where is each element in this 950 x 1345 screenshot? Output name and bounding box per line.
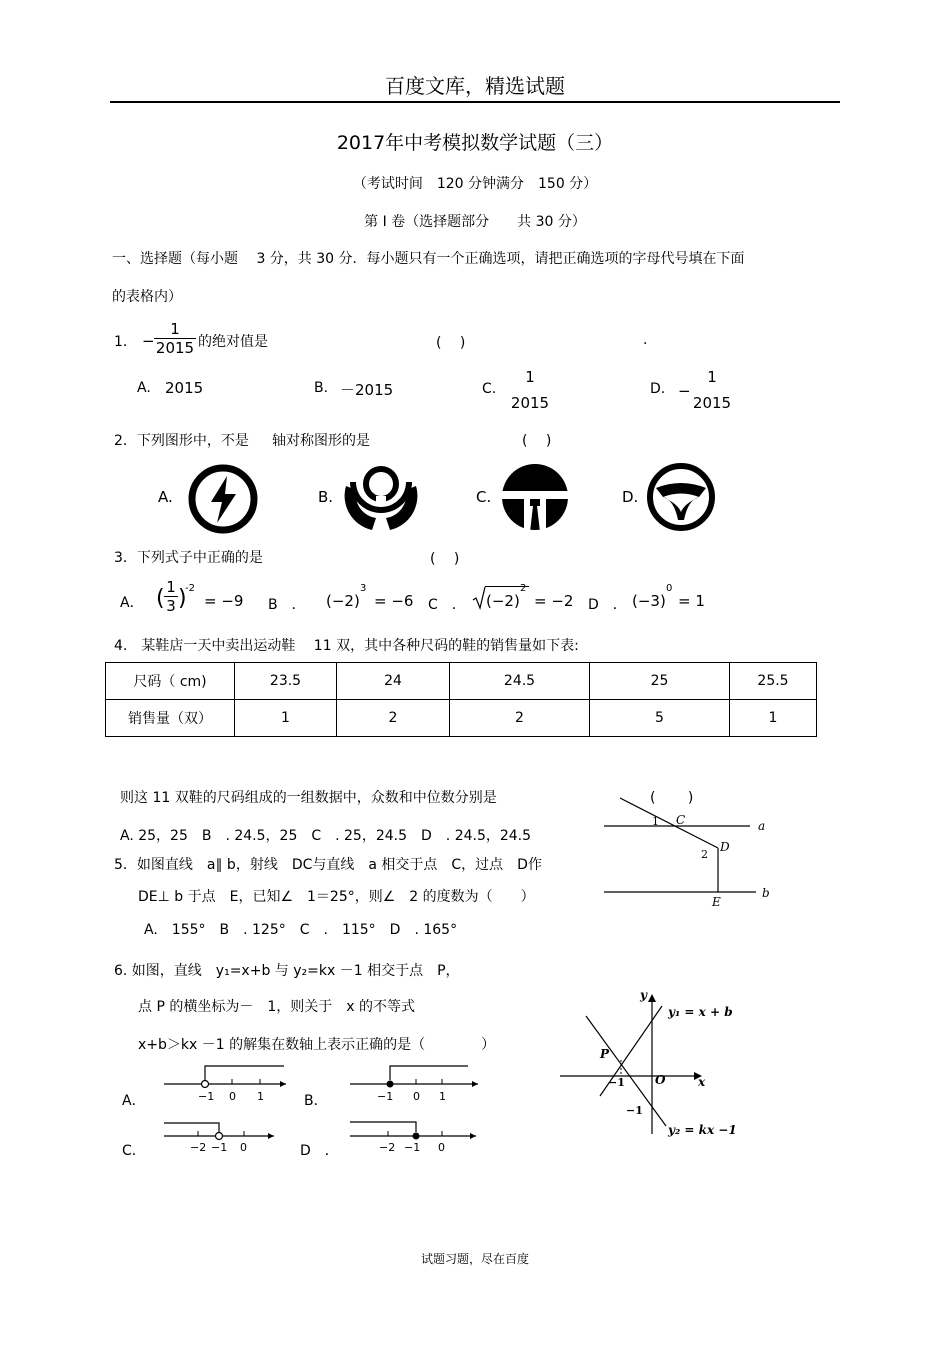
q5-angle-2: 2: [701, 848, 708, 861]
q5-angle-1: 1: [652, 815, 659, 828]
q3-b-base: (−2): [326, 592, 360, 610]
exam-info: （考试时间 120 分钟满分 150 分）: [352, 176, 598, 192]
q1-opt-b-value: －2015: [340, 381, 394, 399]
q5-label-d: D: [720, 840, 730, 854]
q2-label-b: B.: [318, 488, 334, 506]
q3-a-label: A．: [120, 595, 144, 611]
q6-line2: 点 P 的横坐标为－ 1，则关于 x 的不等式: [138, 999, 415, 1015]
axis-tick-label: −1: [404, 1141, 421, 1154]
q1-opt-c-denominator: 2015: [510, 394, 550, 412]
table-cell: 23.5: [235, 663, 337, 700]
q4-paren: ( ): [650, 790, 694, 806]
q3-d-exponent: 0: [666, 583, 673, 594]
q5-label-c: C: [676, 813, 686, 827]
q3-c-radicand: (−2): [486, 592, 520, 610]
table-cell: 24: [337, 663, 450, 700]
q3-d-rhs: = 1: [678, 592, 705, 610]
q3-paren: ( ): [430, 551, 460, 567]
q1-opt-d-denominator: 2015: [692, 394, 732, 412]
instructions-line1: 一、选择题（每小题 3 分，共 30 分．每小题只有一个正确选项，请把正确选项的字母代号填在下面: [112, 251, 745, 267]
q1-opt-c-fraction: [508, 368, 552, 412]
q6-x-intercept-label: −1: [608, 1076, 625, 1089]
q1-opt-c-numerator: 1: [525, 368, 535, 386]
q6-label-b: B．: [304, 1093, 328, 1109]
q3-a-denominator: 3: [164, 596, 178, 615]
q5-label-a: a: [758, 819, 766, 833]
q3-stem: 3．下列式子中正确的是: [114, 550, 263, 566]
header-site: 百度文库，精选试题: [385, 74, 565, 98]
q1-opt-a-label: A.: [137, 380, 151, 396]
q1-denominator: 2015: [155, 339, 195, 357]
q3-b-label: B ．: [268, 597, 306, 613]
axis-tick-label: 1: [257, 1090, 264, 1103]
table-cell: 25.5: [730, 663, 817, 700]
axis-tick-label: −1: [198, 1090, 215, 1103]
q6-label-a: A．: [122, 1093, 146, 1109]
section-title: 第 Ⅰ 卷（选择题部分 共 30 分）: [364, 214, 586, 230]
q2-stem-b: 轴对称图形的是: [272, 433, 370, 449]
table-cell: 1: [235, 700, 337, 737]
header-rule: [110, 101, 840, 103]
q5-label-b: b: [762, 886, 770, 900]
q1-opt-d-numerator: 1: [707, 368, 717, 386]
q4-options: A. 25，25 B . 24.5，25 C . 25，24.5 D . 24.5，24.5: [120, 828, 532, 844]
q6-label-d: D ．: [300, 1143, 339, 1159]
q3-a-rhs: = −9: [204, 592, 244, 610]
q1-text: 的绝对值是: [198, 334, 268, 350]
q6-axis-y: y: [640, 988, 647, 1002]
axis-tick-label: 0: [438, 1141, 445, 1154]
q1-fraction: [154, 320, 196, 357]
table-row: [106, 663, 817, 700]
q1-minus: −: [142, 332, 155, 350]
axis-tick-label: −2: [379, 1141, 396, 1154]
axis-tick-label: −1: [211, 1141, 228, 1154]
q3-c-rhs: = −2: [534, 592, 574, 610]
axis-tick-label: −2: [190, 1141, 207, 1154]
q5-line1: 5．如图直线 a∥ b，射线 DC与直线 a 相交于点 C，过点 D作: [114, 857, 542, 873]
q6-point-p: P: [600, 1047, 610, 1061]
q3-c-label: C ．: [428, 597, 466, 613]
table-cell: 2: [337, 700, 450, 737]
q6-graph: [556, 986, 746, 1142]
q1-opt-d-minus: −: [678, 382, 691, 400]
q3-b-exponent: 3: [360, 583, 367, 594]
table-cell: 25: [590, 663, 730, 700]
q6-origin: O: [655, 1073, 666, 1087]
table-header-cell: 尺码（ cm): [106, 663, 235, 700]
table-cell: 1: [730, 700, 817, 737]
q6-line3: x+b＞kx －1 的解集在数轴上表示正确的是（ ）: [138, 1037, 496, 1053]
q5-figure: [600, 778, 790, 910]
q3-a-open-paren: (: [156, 586, 165, 611]
number-line-a: [160, 1062, 290, 1104]
q6-line-y2-label: y₂ = kx −1: [668, 1123, 737, 1137]
q6-y-intercept-label: −1: [626, 1104, 643, 1117]
lightning-symbol-icon: [186, 462, 260, 536]
q3-a-numerator: 1: [166, 578, 176, 596]
q4-question: 则这 11 双鞋的尺码组成的一组数据中，众数和中位数分别是: [120, 790, 497, 806]
q2-label-a: A.: [158, 488, 173, 506]
q1-paren: ( ): [436, 335, 466, 351]
footer-text: 试题习题，尽在百度: [420, 1252, 529, 1266]
q5-line2: DE⊥ b 于点 E，已知∠ 1＝25°，则∠ 2 的度数为（ ）: [138, 889, 535, 905]
q6-line-y1-label: y₁ = x + b: [668, 1005, 733, 1019]
table-cell: 5: [590, 700, 730, 737]
number-line-b: [346, 1062, 482, 1104]
split-circle-icon: [500, 462, 570, 532]
q2-label-c: C.: [476, 488, 492, 506]
square-root-icon: [472, 586, 486, 610]
q1-opt-c-label: C.: [482, 381, 497, 397]
q5-label-e: E: [712, 895, 721, 909]
instructions-line2: 的表格内）: [112, 289, 182, 305]
number-line-c: [160, 1114, 280, 1156]
q5-options: A. 155° B . 125° C . 115° D . 165°: [144, 922, 458, 938]
ring-emblem-icon: [342, 458, 420, 532]
axis-tick-label: −1: [377, 1090, 394, 1103]
table-header-cell: 销售量（双）: [106, 700, 235, 737]
q2-label-d: D.: [622, 488, 639, 506]
q6-line1: 6. 如图，直线 y₁=x+b 与 y₂=kx －1 相交于点 P，: [114, 963, 460, 979]
q3-c-exponent: 2: [520, 583, 527, 594]
q1-opt-b-label: B.: [314, 380, 329, 396]
q3-b-rhs: = −6: [374, 592, 414, 610]
q2-paren: ( ): [522, 433, 552, 449]
number-line-d: [346, 1114, 482, 1156]
q4-stem: 4. 某鞋店一天中卖出运动鞋 11 双，其中各种尺码的鞋的销售量如下表:: [114, 638, 579, 654]
q3-d-base: (−3): [632, 592, 666, 610]
table-row: [106, 700, 817, 737]
q1-opt-d-label: D.: [650, 381, 666, 397]
shoe-sales-table: [105, 662, 817, 737]
q6-label-c: C．: [122, 1143, 146, 1159]
q1-number: 1．: [114, 334, 137, 350]
q3-a-fraction: [164, 578, 178, 615]
page-title: 2017年中考模拟数学试题（三）: [336, 132, 614, 154]
q3-a-exponent: -2: [185, 583, 195, 594]
q3-a-close-paren: ): [178, 586, 187, 611]
q1-numerator: 1: [170, 320, 180, 338]
q1-opt-d-fraction: [690, 368, 734, 412]
table-cell: 24.5: [450, 663, 590, 700]
q1-opt-a-value: 2015: [165, 379, 204, 397]
axis-tick-label: 1: [439, 1090, 446, 1103]
q1-dot: .: [643, 332, 648, 348]
steering-wheel-icon: [644, 462, 718, 532]
axis-tick-label: 0: [240, 1141, 247, 1154]
axis-tick-label: 0: [229, 1090, 236, 1103]
q6-axis-x: x: [698, 1075, 706, 1089]
q2-stem-a: 2．下列图形中，不是: [114, 433, 249, 449]
table-cell: 2: [450, 700, 590, 737]
q3-d-label: D ．: [588, 597, 627, 613]
axis-tick-label: 0: [413, 1090, 420, 1103]
